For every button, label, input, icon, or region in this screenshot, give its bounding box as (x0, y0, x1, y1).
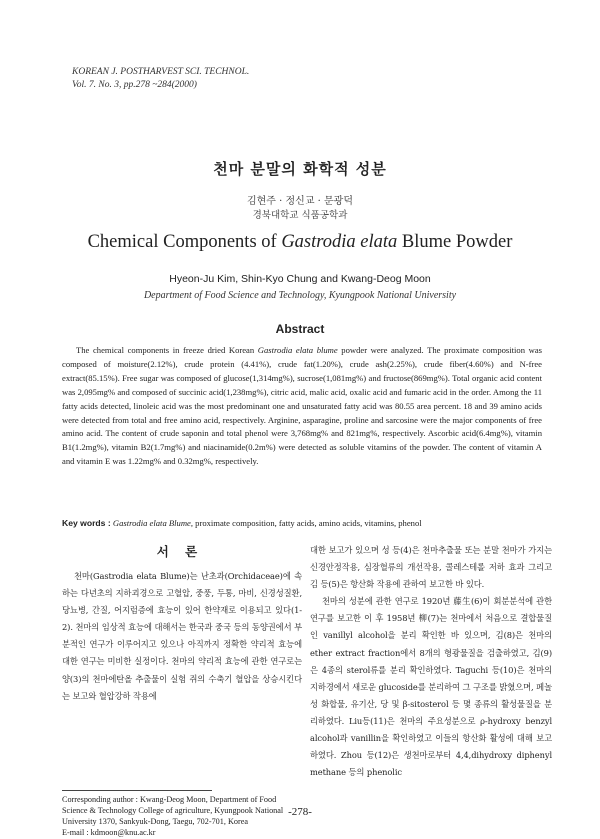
abstract-heading: Abstract (275, 322, 325, 336)
section-heading: 서 론 (156, 544, 204, 559)
right-column (310, 542, 552, 781)
korean-authors: 김현주 · 정신교 · 문광덕 (246, 196, 353, 207)
journal-name: KOREAN J. POSTHARVEST SCI. TECHNOL. (72, 67, 250, 77)
keywords-rest: , proximate composition, fatty acids, amino acids, vitamins, phenol (190, 518, 422, 528)
authors: Hyeon-Ju Kim, Shin-Kyo Chung and Kwang-Deog Moon (169, 273, 431, 285)
title-italic: Gastrodia elata (281, 232, 398, 252)
corresponding-author: Corresponding author : Kwang-Deog Moon, Department of Food Science & Technology College of agriculture, Kyungpook National University 1370, Sankyuk-Dong, Taegu, 702-701, Korea (62, 795, 284, 826)
keywords-species: Gastrodia elata Blume (112, 518, 191, 528)
left-column (62, 568, 302, 705)
abstract-text-1: The chemical components in freeze dried Korean (76, 345, 258, 355)
author-email: E-mail : kdmoon@knu.ac.kr (62, 827, 156, 837)
keywords (62, 517, 542, 530)
keywords-label: Key words : (62, 518, 111, 528)
title-post: Blume Powder (397, 232, 513, 252)
journal-header (72, 66, 249, 92)
title-pre: Chemical Components of (87, 232, 282, 252)
right-paragraph-1: 대한 보고가 있으며 성 등(4)은 천마추출물 또는 분말 천마가 가지는 신경안정작용, 심장혈류의 개선작용, 콜레스테롤 저하 효과 그리고 김 등(5)은 항산화 작용에 관하여 보고한 바 있다. (310, 545, 552, 590)
abstract-species: Gastrodia elata blume (257, 345, 338, 355)
paper-title (0, 232, 600, 253)
right-paragraph-2: 천마의 성분에 관한 연구로 1920년 藤生(6)이 회분분석에 관한 연구를 보고한 이 후 1958년 柳(7)는 천마에서 처음으로 결합물질인 vanillyl alcohol을 분리 확인한 바 있으며, 김(8)은 천마의 ether extract fraction에서 8개의 형광물질을 검출하였고, 김(9)은 4종의 sterol류를 분리 확인하였다. Taguchi 등(10)은 천마의 지하경에서 새로운 glucoside를 분리하여 그 구조를 밝혔으며, 페놀성 화합물, 유기산, 당 및 β-sitosterol 등 몇 종류의 활성물질을 분리하였다. Liu등(11)은 천마의 주요성분으로 ρ-hydroxy benzyl alcohol과 vanillin을 확인하였고 이들의 항산화 활성에 대해 보고하였다. Zhou 등(12)은 생천마로부터 4,4,dihydroxy diphenyl methane 등의 phenolic (310, 596, 552, 778)
korean-affiliation: 경북대학교 식품공학과 (252, 210, 348, 221)
abstract-body (62, 344, 542, 469)
abstract-text-2: powder were analyzed. The proximate composition was composed of moisture(2.12%), crude protein (4.41%), crude fat(1.20%), crude ash(2.25%), crude fiber(4.60%) and N-free extract(85.15%). Free sugar was composed of glucose(1,314mg%), sucrose(1,081mg%) and fructose(869mg%). Total organic acid content was 2,095mg% and composed of succinic acid(1,238mg%), citric acid, malic acid, oxalic acid and fumaric acid in the order. Among the 11 fatty acids detected, linoleic acid was the most predominant one and unsaturated fatty acid was 80.55 area percent. 18 and 39 amino acids were detected from total and free amino acid, respectively. Arginine, asparagine, proline and sarcosine were the major components of free amino acid. The content of crude saponin and total phenol were 3,768mg% and 821mg%, respectively. Ascorbic acid(6.4mg%), vitamin B1(1.2mg%), vitamin B2(1.7mg%) and niacinamide(0.2m%) were detected as soluble vitamins of the powder. The content of vitamin A and vitamin E was 1.22mg% and 0.32mg%, respectively. (62, 345, 542, 467)
korean-title: 천마 분말의 화학적 성분 (213, 160, 387, 178)
journal-volume: Vol. 7. No. 3, pp.278 ~284(2000) (72, 80, 197, 90)
footnote-divider (62, 790, 212, 791)
affiliation: Department of Food Science and Technology, Kyungpook National University (143, 290, 457, 301)
page-number: -278- (288, 806, 312, 818)
left-paragraph: 천마(Gastrodia elata Blume)는 난초과(Orchidaceae)에 속하는 다년초의 지하괴경으로 고혈압, 중풍, 두통, 마비, 신경성질환, 당뇨병, 간질, 어지럼증에 효능이 있어 한약재로 이용되고 있다(1-2). 천마의 임상적 효능에 대해서는 한국과 중국 등의 동양권에서 부분적인 연구가 이루어지고 있으나 아직까지 정확한 약리적 효능에 대한 연구는 미비한 실정이다. 천마의 약리적 효능에 관한 연구로는 양(3)의 천마에탄올 추출물이 실험 쥐의 수축기 혈압을 상승시킨다는 보고와 혈압강하 작용에 (62, 571, 302, 701)
